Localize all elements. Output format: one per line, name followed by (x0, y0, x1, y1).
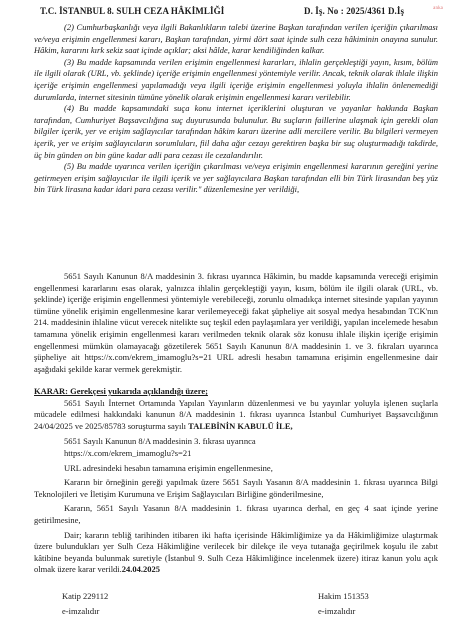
quoted-law-section (34, 22, 438, 196)
quote-paragraph-2: (2) Cumhurbaşkanlığı veya ilgili Bakanlıkların talebi üzerine Başkan tarafından verilen içeriğin çıkarılması ve/veya erişimin engellenmesi kararı, Başkan tarafından, yirmi dört saat içinde sulh ceza hâkiminin onayına sunulur. Hâkim, kararını kırk sekiz saat içinde açıklar; aksi hâlde, karar kendiliğinden kalkar. (34, 22, 438, 56)
quote-paragraph-4: (4) Bu madde kapsamındaki suça konu internet içeriklerini oluşturan ve yayanlar hakkında Başkan tarafından, Cumhuriyet Başsavcılığına suç duyurusunda bulunulur. Bu suçların faillerine ulaşmak için gerekli olan bilgiler içerik, yer ve erişim sağlayıcılar tarafından hâkim kararı üzerine adli mercilere verilir. Bu bilgileri vermeyen içerik, yer ve erişim sağlayıcıların sorumluları, fiil daha ağır cezayı gerektiren başka bir suç oluşturmadığı takdirde, üç bin günden on bin güne kadar adli para cezası ile cezalandırılır. (34, 103, 438, 160)
appeal-paragraph (34, 530, 438, 576)
notification-order: Kararın bir örneğinin gereği yapılmak üzere 5651 Sayılı Yasanın 8/A maddesinin 1. fıkrası uyarınca Bilgi Teknolojileri ve İletişim Kurumuna ve Erişim Sağlayıcıları Birliğine gönderilmesine, (34, 477, 438, 499)
appeal-text: Dair; kararın tebliğ tarihinden itibaren iki hafta içerisinde Hâkimliğimize ya da Hâkimliğimize ulaştırmak üzere bulundukları yer Sulh Ceza Hâkimliğine verilecek bir dilekçe ile veya tutanağa geçirilmek koşulu ile zabıt kâtibine beyanda bulunmak suretiyle (İstanbul 9. Sulh Ceza Hâkimliğince incelenmek üzere) itiraz kanun yolu açık olmak üzere karar verildi. (34, 529, 438, 575)
request-accepted: TALEBİNİN KABULÜ İLE, (188, 420, 293, 431)
request-text: 5651 Sayılı İnternet Ortamında Yapılan Yayınların düzenlenmesi ve bu yayınlar yoluyla işlenen suçlarla mücadele edilmesi hakkındaki kanunun 8/A maddesinin 1. fıkrası uyarınca İstanbul Cumhuriyet Başsavcılığının 24/04/2025 ve 2025/85783 soruşturma sayılı (34, 397, 438, 431)
judge-signature (318, 590, 369, 617)
decision-section (34, 386, 438, 576)
page-mark: anka (433, 6, 443, 11)
execution-order: Kararın, 5651 Sayılı Yasanın 8/A maddesinin 1. fıkrası uyarınca derhal, en geç 4 saat içinde yerine getirilmesine, (34, 503, 438, 525)
judge-esign: e-imzalıdır (318, 606, 356, 616)
file-number: D. İş. No : 2025/4361 D.İş (304, 6, 405, 16)
court-name: T.C. İSTANBUL 8. SULH CEZA HÂKİMLİĞİ (40, 6, 225, 16)
assessment-section (34, 271, 438, 375)
quote-paragraph-5: (5) Bu madde uyarınca verilen içeriğin çıkarılması ve/veya erişimin engellenmesi kararının gereğini yerine getirmeyen erişim sağlayıcılar ile ilgili içerik ve yer sağlayıcılara Başkan tarafından elli bin Türk lirasından beş yüz bin Türk lirasına kadar idari para cezası verilir." düzenlemesine yer verildiği, (34, 161, 438, 195)
blocked-url: https://x.com/ekrem_imamoglu?s=21 (64, 447, 192, 458)
request-paragraph (34, 398, 438, 433)
quote-paragraph-3: (3) Bu madde kapsamında verilen erişimin engellenmesi kararları, ihlalin gerçekleştiği yayın, kısım, bölüm ile ilgili olarak (URL, vb. şeklinde) içeriğe erişimin engellenmesi yöntemiyle verilir. Ancak, teknik olarak ihlale ilişkin içeriğe erişimin engellenmesi yapılamadığı veya ilgili içeriğe erişimin engellenmesi yoluyla ihlalin önlenemediği durumlarda, internet sitesinin tümüne yönelik olarak erişimin engellenmesi kararı verilebilir. (34, 56, 438, 102)
clerk-title: Katip 229112 (62, 591, 109, 601)
decision-heading: KARAR: Gerekçesi yukarıda açıklandığı üzere; (34, 386, 208, 396)
clerk-esign: e-imzalıdır (62, 606, 100, 616)
assessment-paragraph: 5651 Sayılı Kanunun 8/A maddesinin 3. fıkrası uyarınca Hâkimin, bu madde kapsamında vereceği erişimin engellenmesi kararlarını esas olarak, yalnızca ihlalin gerçekleştiği yayın, kısım, bölüm ile ilgili olarak (URL, vb. şeklinde) içeriğe erişimin engellenmesi yöntemiyle verebileceği, zorunlu olmadıkça internet sitesinde yapılan yayının tümüne yönelik erişimin engellenmesine karar verilemeyeceği fakat şüpheliye ait sosyal medya hesabından TCK'nın 214. maddesinin ihlaline vücut verecek nitelikte suç teşkil eden paylaşımlara yer verildiği, yapılan incelemede hesabın tamamına yönelik erişimin engellenmesi kararı verilmeden teknik olarak söz konusu ihlale ilişkin içeriğe erişimin engellenmesi mümkün olamayacağı gözetilerek 5651 Sayılı Kanunun 8/A maddesinin 1. ve 3. fıkraları uyarınca şüpheliye ait https://x.com/ekrem_imamoglu?s=21 URL adresli hesabın tamamına erişimin engellenmesine dair aşağıdaki şekilde karar vermek gerekmiştir. (34, 271, 438, 374)
decision-date: 24.04.2025 (121, 564, 161, 575)
judge-title: Hakim 151353 (318, 591, 369, 601)
document-header (40, 6, 443, 20)
clerk-signature (62, 590, 108, 617)
url-blocking-order: URL adresindeki hesabın tamamına erişimin engellenmesine, (64, 462, 273, 473)
law-reference: 5651 Sayılı Kanunun 8/A maddesinin 3. fıkrası uyarınca (64, 436, 256, 447)
